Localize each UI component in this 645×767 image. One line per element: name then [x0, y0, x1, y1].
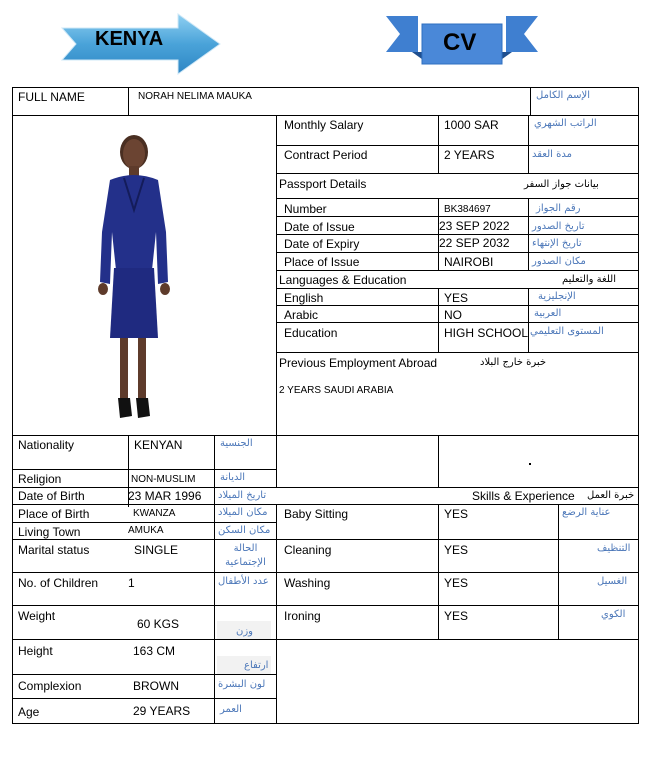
skills-title: Skills & Experience — [472, 489, 575, 503]
marital-value: SINGLE — [134, 543, 179, 557]
languages-title-arabic: اللغة والتعليم — [562, 274, 616, 285]
dot-mark — [529, 463, 531, 465]
pob-arabic: مكان الميلاد — [218, 507, 268, 518]
issue-date-label: Date of Issue — [284, 220, 355, 234]
town-value: AMUKA — [128, 525, 164, 536]
passport-number-label: Number — [284, 202, 327, 216]
issue-place-arabic: مكان الصدور — [532, 256, 586, 267]
salary-value: 1000 SAR — [444, 118, 499, 132]
washing-label: Washing — [284, 576, 331, 590]
age-arabic: العمر — [220, 704, 242, 715]
passport-number-value: BK384697 — [444, 204, 491, 215]
marital-arabic: الحالة الإجتماعية — [225, 543, 266, 568]
pob-value: KWANZA — [133, 508, 176, 519]
education-arabic: المستوى التعليمي — [530, 326, 604, 337]
weight-value: 60 KGS — [137, 617, 180, 631]
height-label: Height — [18, 644, 53, 658]
expiry-date-arabic: تاريخ الإنتهاء — [532, 238, 582, 249]
weight-label: Weight — [18, 609, 56, 623]
employment-value: 2 YEARS SAUDI ARABIA — [279, 385, 394, 396]
cleaning-arabic: التنظيف — [597, 543, 631, 554]
arabic-lang-value: NO — [444, 308, 462, 322]
religion-label: Religion — [18, 472, 62, 486]
education-label: Education — [284, 326, 338, 340]
candidate-photo — [88, 132, 192, 424]
issue-place-label: Place of Issue — [284, 255, 360, 269]
employment-title: Previous Employment Abroad — [279, 356, 438, 370]
skills-title-arabic: خبرة العمل — [587, 490, 635, 501]
issue-date-value: 23 SEP 2022 — [439, 219, 510, 233]
contract-label: Contract Period — [284, 148, 368, 162]
town-arabic: مكان السكن — [218, 525, 271, 536]
employment-title-arabic: خبرة خارج البلاد — [480, 357, 547, 368]
english-label: English — [284, 291, 324, 305]
ironing-arabic: الكوي — [601, 609, 626, 620]
passport-title: Passport Details — [279, 177, 367, 191]
height-value: 163 CM — [133, 644, 176, 658]
marital-label: Marital status — [18, 543, 90, 557]
full-name-value: NORAH NELIMA MAUKA — [138, 91, 252, 102]
town-label: Living Town — [18, 525, 81, 539]
age-label: Age — [18, 705, 40, 719]
complexion-arabic: لون البشرة — [218, 679, 266, 690]
washing-value: YES — [444, 576, 469, 590]
contract-arabic: مدة العقد — [532, 149, 572, 160]
arabic-lang-label: Arabic — [284, 308, 319, 322]
children-value: 1 — [128, 576, 135, 590]
pob-label: Place of Birth — [18, 507, 90, 521]
full-name-label: FULL NAME — [18, 90, 85, 104]
baby-sitting-value: YES — [444, 507, 469, 521]
baby-sitting-arabic: عناية الرضع — [562, 507, 611, 518]
children-arabic: عدد الأطفال — [218, 576, 269, 587]
arabic-lang-arabic: العربية — [534, 308, 562, 319]
ironing-value: YES — [444, 609, 469, 623]
religion-arabic: الديانة — [220, 472, 246, 483]
english-arabic: الإنجليزية — [538, 291, 576, 302]
age-value: 29 YEARS — [133, 704, 191, 718]
children-label: No. of Children — [18, 576, 99, 590]
issue-place-value: NAIROBI — [444, 255, 494, 269]
nationality-value: KENYAN — [134, 438, 183, 452]
contract-value: 2 YEARS — [444, 148, 495, 162]
passport-number-arabic: رقم الجواز — [536, 203, 581, 214]
dob-value: 23 MAR 1996 — [128, 489, 202, 503]
issue-date-arabic: تاريخ الصدور — [532, 221, 585, 232]
height-arabic: ارتفاع — [244, 660, 269, 671]
dob-label: Date of Birth — [18, 489, 85, 503]
washing-arabic: الغسيل — [597, 576, 628, 587]
salary-label: Monthly Salary — [284, 118, 364, 132]
complexion-value: BROWN — [133, 679, 179, 693]
complexion-label: Complexion — [18, 679, 82, 693]
religion-value: NON-MUSLIM — [131, 474, 196, 485]
ironing-label: Ironing — [284, 609, 321, 623]
country-title: KENYA — [95, 28, 164, 50]
languages-title: Languages & Education — [279, 273, 407, 287]
passport-title-arabic: بيانات جواز السفر — [524, 179, 599, 190]
full-name-arabic: الإسم الكامل — [536, 90, 591, 101]
cleaning-label: Cleaning — [284, 543, 332, 557]
education-value: HIGH SCHOOL — [444, 326, 529, 340]
nationality-arabic: الجنسية — [220, 438, 253, 449]
weight-arabic: وزن — [236, 626, 254, 637]
dob-arabic: تاريخ الميلاد — [218, 490, 267, 501]
nationality-label: Nationality — [18, 438, 75, 452]
cv-title: CV — [443, 29, 477, 56]
cleaning-value: YES — [444, 543, 469, 557]
expiry-date-value: 22 SEP 2032 — [439, 236, 510, 250]
expiry-date-label: Date of Expiry — [284, 237, 360, 251]
english-value: YES — [444, 291, 469, 305]
baby-sitting-label: Baby Sitting — [284, 507, 349, 521]
salary-arabic: الراتب الشهري — [534, 118, 597, 129]
